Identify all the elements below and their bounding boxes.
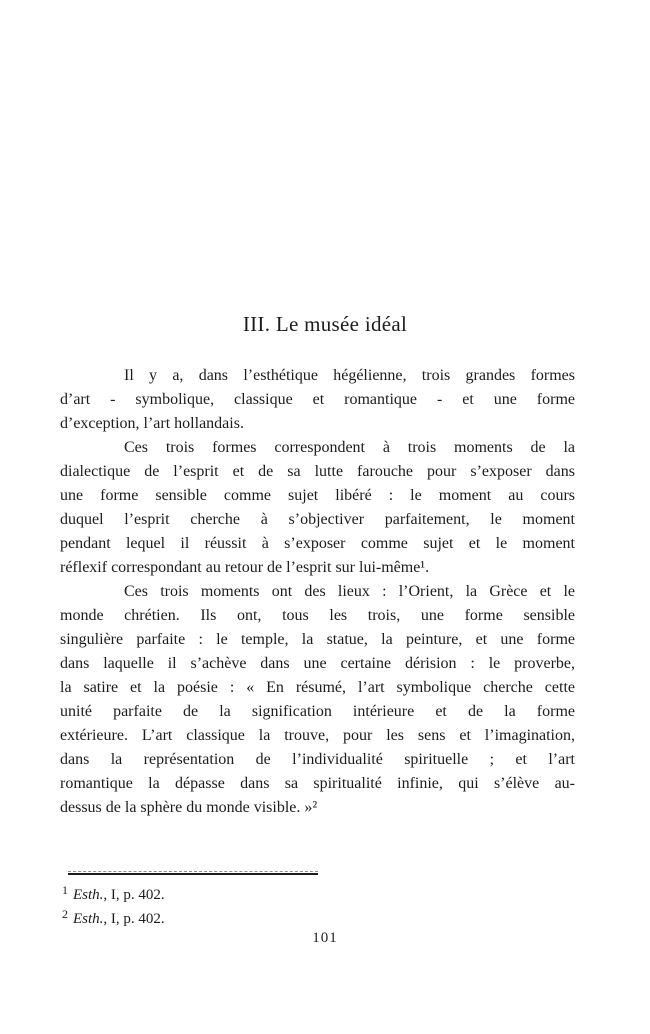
text-line: la satire et la poésie : « En résumé, l’art symbolique cherche cette: [60, 679, 575, 696]
text-line: dialectique de l’esprit et de sa lutte farouche pour s’exposer dans: [60, 463, 575, 480]
text-line: pendant lequel il réussit à s’exposer comme sujet et le moment: [60, 535, 575, 552]
paragraph: [60, 364, 575, 436]
text-line: duquel l’esprit cherche à s’objectiver parfaitement, le moment: [60, 511, 575, 528]
page-number: 101: [312, 930, 338, 946]
text-line: réflexif correspondant au retour de l’esprit sur lui-même¹.: [60, 559, 430, 576]
text-line: d’art - symbolique, classique et romantique - et une forme: [60, 391, 575, 408]
footnote-reference: , I, p. 402.: [103, 911, 165, 927]
text-line: extérieure. L’art classique la trouve, pour les sens et l’imagination,: [60, 727, 575, 744]
text-line: Ces trois formes correspondent à trois moments de la: [124, 439, 575, 456]
paragraph: [60, 580, 575, 820]
footnote-reference: , I, p. 402.: [103, 887, 165, 903]
text-line: monde chrétien. Ils ont, tous les trois, une forme sensible: [60, 607, 575, 624]
footnote-work-title: Esth.: [73, 911, 104, 927]
text-line: unité parfaite de la signification intérieure et de la forme: [60, 703, 575, 720]
text-line: dans la représentation de l’individualité spirituelle ; et l’art: [60, 751, 575, 768]
footnote-separator-dotted-line: [68, 871, 318, 872]
chapter-title: III. Le musée idéal: [242, 312, 408, 336]
text-line: une forme sensible comme sujet libéré : le moment au cours: [60, 487, 575, 504]
footnote-separator: [68, 871, 318, 875]
text-line: singulière parfaite : le temple, la statue, la peinture, et une forme: [60, 631, 575, 648]
footnotes: [62, 883, 577, 931]
footnote: 1 Esth., I, p. 402.: [62, 883, 165, 903]
text-line: Il y a, dans l’esthétique hégélienne, trois grandes formes: [124, 367, 575, 384]
footnote: 2 Esth., I, p. 402.: [62, 907, 165, 927]
footnote-separator-solid-line: [68, 873, 318, 875]
text-line: d’exception, l’art hollandais.: [60, 415, 244, 432]
text-line: Ces trois moments ont des lieux : l’Orient, la Grèce et le: [124, 583, 575, 600]
footnote-work-title: Esth.: [73, 887, 104, 903]
body-text: [60, 364, 575, 820]
text-line: romantique la dépasse dans sa spiritualité infinie, qui s’élève au-: [60, 775, 575, 792]
text-line: dans laquelle il s’achève dans une certaine dérision : le proverbe,: [60, 655, 575, 672]
text-line: dessus de la sphère du monde visible. »²: [60, 799, 318, 816]
paragraph: [60, 436, 575, 580]
